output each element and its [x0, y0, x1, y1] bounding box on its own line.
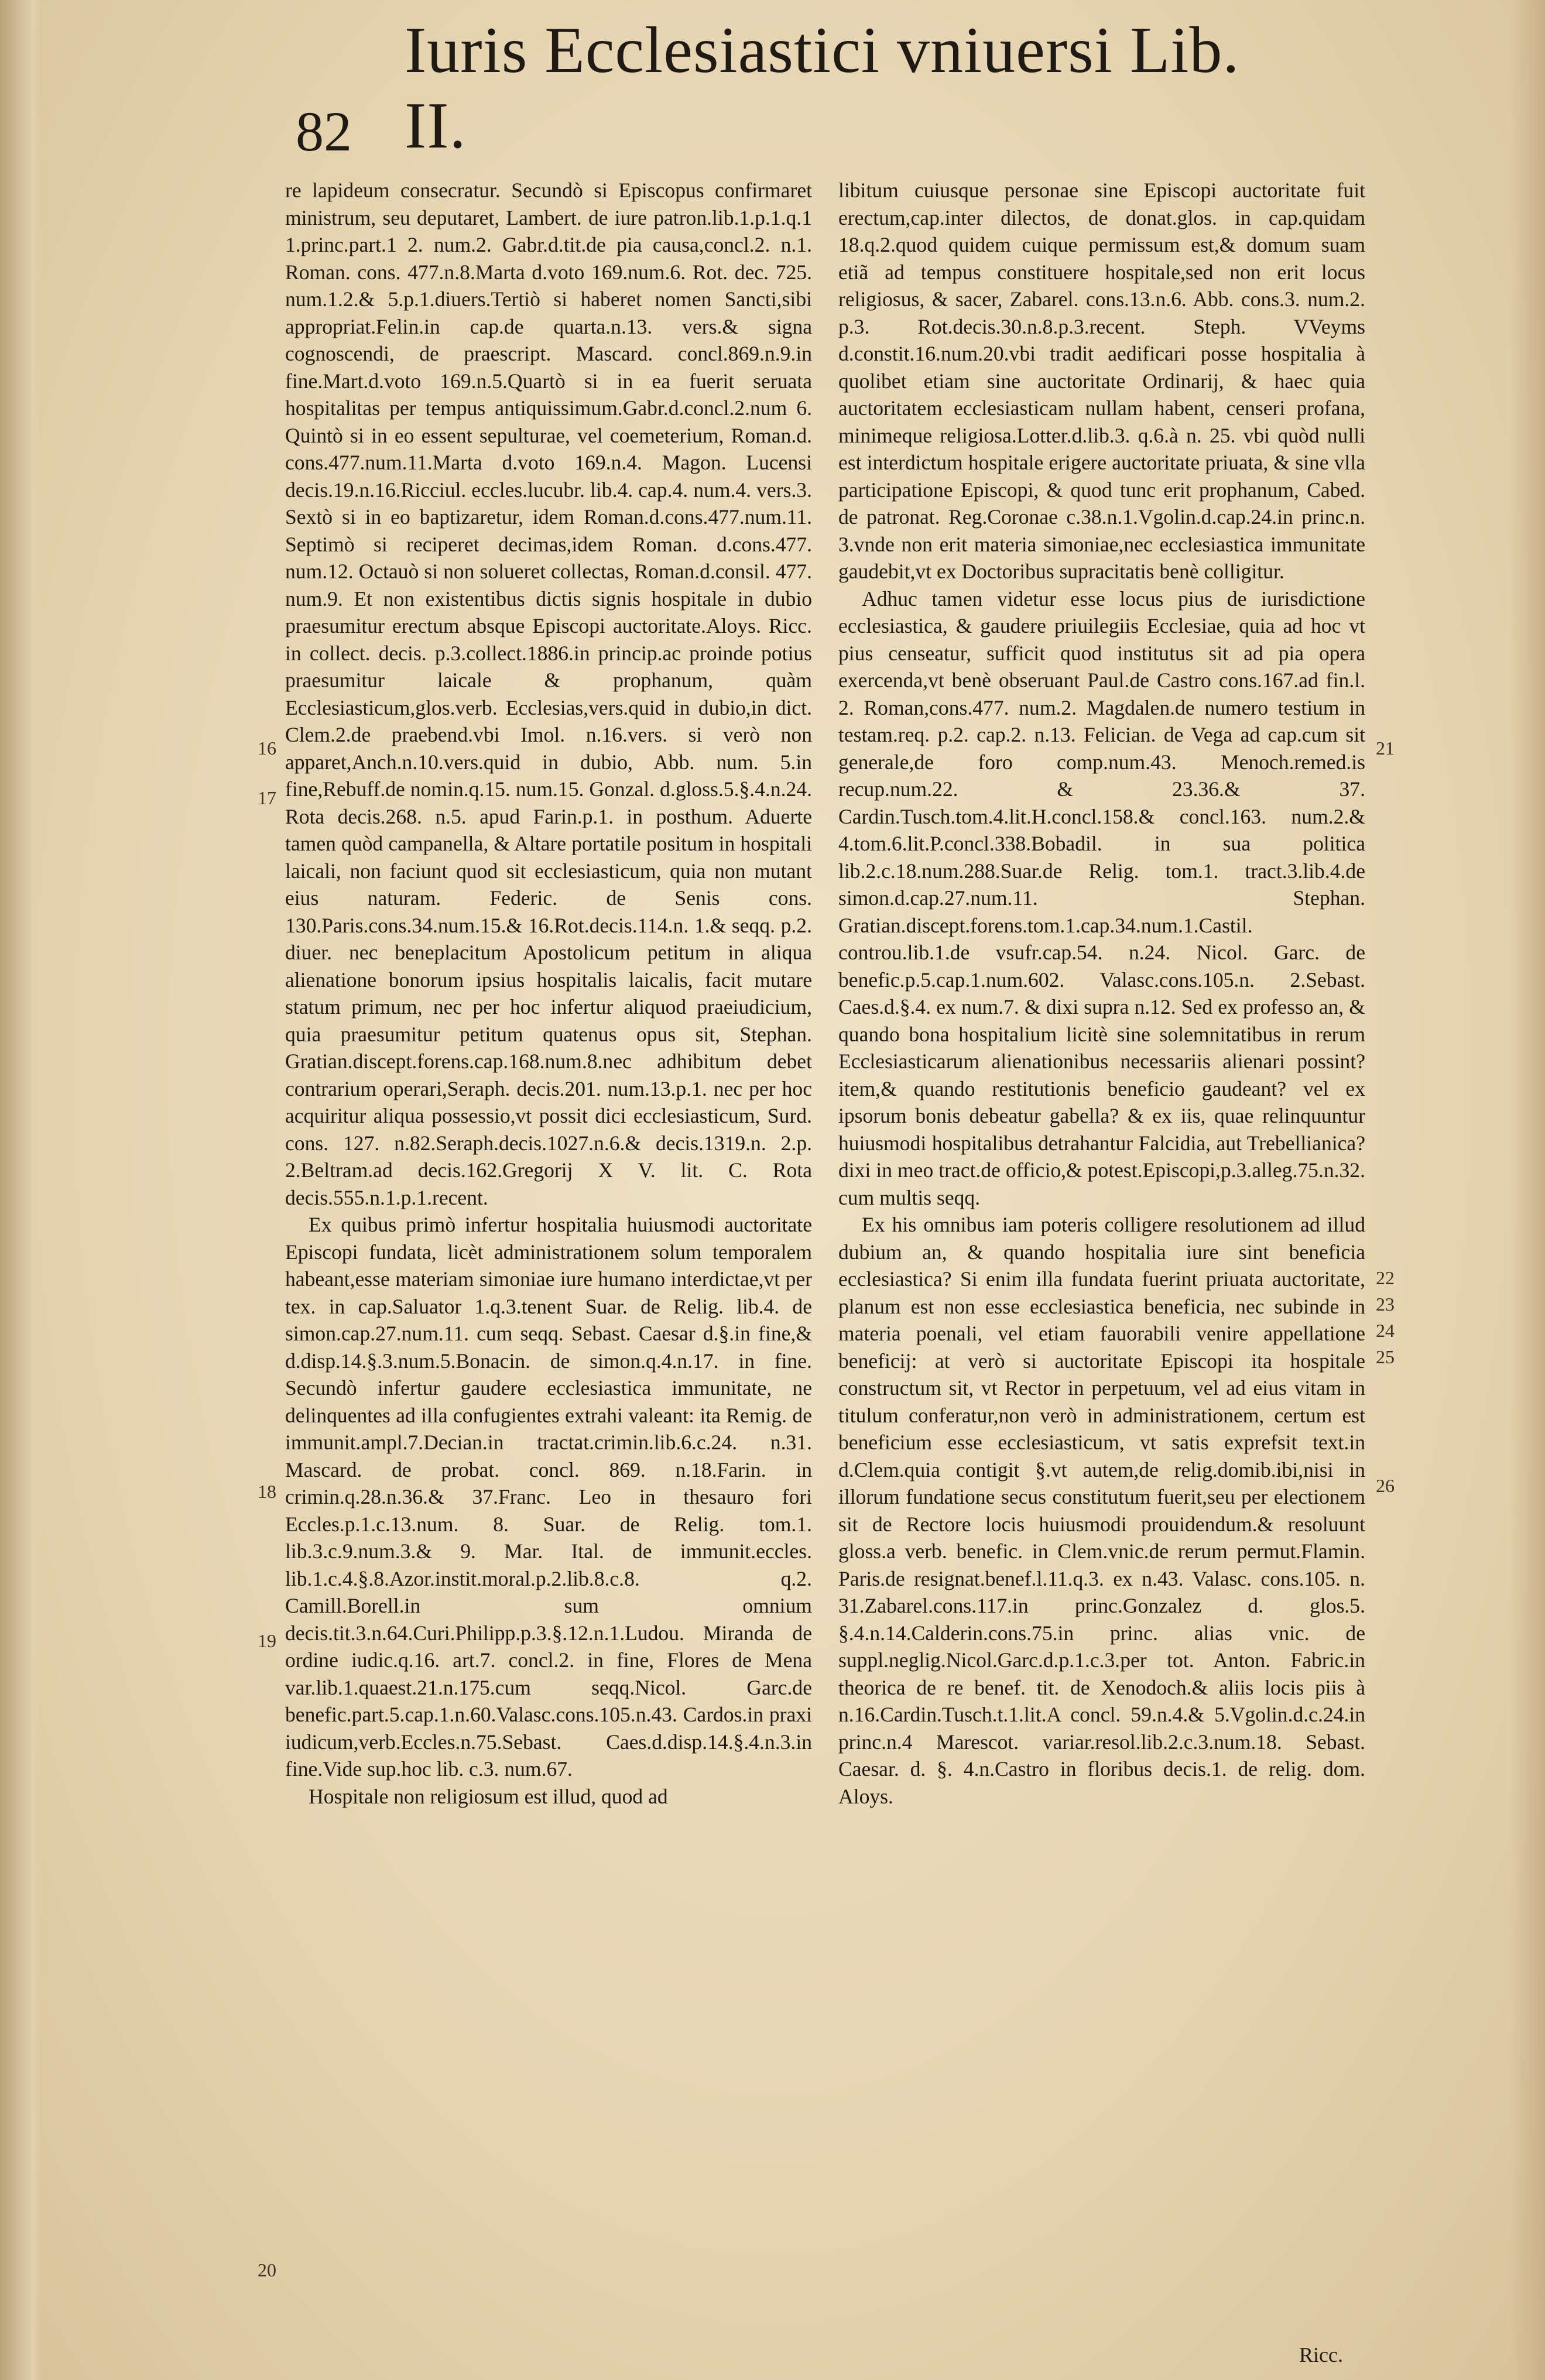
margin-number: 20 — [258, 2259, 276, 2280]
running-title: Iuris Ecclesiastici vniuersi Lib. II. — [405, 14, 1240, 162]
paragraph: Ex quibus primò infertur hospitalia huiusmodi auctoritate Episcopi fundata, licèt administrationem solum temporalem habeant,esse materiam simoniae iure humano interdictae,vt per tex. in cap.Saluator 1.q.3.tenent Suar. de Relig. lib.4. de simon.cap.27.num.11. cum seqq. Sebast. Caesar d.§.in fine,& d.disp.14.§.3.num.5.Bonacin. de simon.q.4.n.17. in fine. Secundò infertur gaudere ecclesiastica immunitate, ne delinquentes ad illa confugientes extrahi valeant: ita Remig. de immunit.ampl.7.Decian.in tractat.crimin.lib.6.c.24. n.31. Mascard. de probat. concl. 869. n.18.Farin. in crimin.q.28.n.36.& 37.Franc. Leo in thesauro fori Eccles.p.1.c.13.num. 8. Suar. de Relig. tom.1. lib.3.c.9.num.3.& 9. Mar. Ital. de immunit.eccles. lib.1.c.4.§.8.Azor.instit.moral.p.2.lib.8.c.8. q.2. Camill.Borell.in sum omnium decis.tit.3.n.64.Curi.Philipp.p.3.§.12.n.1.Ludou. Miranda de ordine iudic.q.16. art.7. concl.2. in fine, Flores de Mena var.lib.1.quaest.21.n.175.cum seqq.Nicol. Garc.de benefic.part.5.cap.1.n.60.Valasc.cons.105.n.43. Cardos.in praxi iudicum,verb.Eccles.n.75.Sebast. Caes.d.disp.14.§.4.n.3.in fine.Vide sup.hoc lib. c.3. num.67. — [285, 1213, 812, 1781]
paragraph: Hospitale non religiosum est illud, quod ad — [309, 1784, 668, 1808]
paragraph: re lapideum consecratur. Secundò si Episcopus confirmaret ministrum, seu deputaret, Lambert. de iure patron.lib.1.p.1.q.1 1.princ.part.1 2. num.2. Gabr.d.tit.de pia causa,concl.2. n.1. Roman. cons. 477.n.8.Marta d.voto 169.num.6. Rot. dec. 725. num.1.2.& 5.p.1.diuers.Tertiò si haberet nomen Sancti,sibi appropriat.Felin.in cap.de quarta.n.13. vers.& signa cognoscendi, de praescript. Mascard. concl.869.n.9.in fine.Mart.d.voto 169.n.5.Quartò si in ea fuerit seruata hospitalitas per tempus antiquissimum.Gabr.d.concl.2.num 6. Quintò si in eo essent sepulturae, vel coemeterium, Roman.d. cons.477.num.11.Marta d.voto 169.n.4. Magon. Lucensi decis.19.n.16.Ricciul. eccles.lucubr. lib.4. cap.4. num.4. vers.3. Sextò si in eo baptizaretur, idem Roman.d.cons.477.num.11. Septimò si reciperet decimas,idem Roman. d.cons.477. num.12. Octauò si non solueret collectas, Roman.d.consil. 477. num.9. Et non existentibus dictis signis hospitale in dubio praesumitur erectum absque Episcopi auctoritate.Aloys. Ricc. in collect. decis. p.3.collect.1886.in princip.ac proinde potius praesumitur laicale & prophanum, quàm Ecclesiasticum,glos.verb. Ecclesias,vers.quid in dubio,in dict. Clem.2.de praebend.vbi Imol. n.16.vers. si verò non apparet,Anch.n.10.vers.quid in dubio, Abb. num. 5.in fine,Rebuff.de nomin.q.15. num.15. Gonzal. d.gloss.5.§.4.n.24. Rota decis.268. n.5. apud Farin.p.1. in posthum. Aduerte tamen quòd campanella, & Altare portatile positum in hospitali laicali, non faciunt quod sit ecclesiasticum, quia non mutant eius naturam. Federic. de Senis cons. 130.Paris.cons.34.num.15.& 16.Rot.decis.114.n. 1.& seqq. p.2. diuer. nec beneplacitum Apostolicum petitum in aliqua alienatione bonorum ipsius hospitalis laicalis, facit mutare statum primum, nec per hoc infertur aliquod praeiudicium, quia praesumitur petitum quatenus opus sit, Stephan. Gratian.discept.forens.cap.168.num.8.nec adhibitum debet contrarium operari,Seraph. decis.201. num.13.p.1. nec per hoc acquiritur aliqua possessio,vt possit dici ecclesiasticum, Surd. cons. 127. n.82.Seraph.decis.1027.n.6.& decis.1319.n. 2.p. 2.Beltram.ad decis.162.Gregorij X V. lit. C. Rota decis.555.n.1.p.1.recent. — [285, 179, 812, 1209]
paragraph: Adhuc tamen videtur esse locus pius de iurisdictione ecclesiastica, & gaudere priuilegiis Ecclesiae, quia ad hoc vt pius censeatur, sufficit quod institutus sit ad pia opera exercenda,vt benè obseruant Paul.de Castro cons.167.ad fin.l. 2. Roman,cons.477. num.2. Magdalen.de numero testium in testam.req. p.2. cap.2. n.13. Felician. de Vega ad cap.cum sit generale,de foro comp.num.43. Menoch.remed.is recup.num.22. & 23.36.& 37. Cardin.Tusch.tom.4.lit.H.concl.158.& concl.163. num.2.& 4.tom.6.lit.P.concl.338.Bobadil. in sua politica lib.2.c.18.num.288.Suar.de Relig. tom.1. tract.3.lib.4.de simon.d.cap.27.num.11. Stephan. Gratian.discept.forens.tom.1.cap.34.num.1.Castil. controu.lib.1.de vsufr.cap.54. n.24. Nicol. Garc. de benefic.p.5.cap.1.num.602. Valasc.cons.105.n. 2.Sebast. Caes.d.§.4. ex num.7. & dixi supra n.12. Sed ex professo an, & quando bona hospitalium licitè sine solemnitatibus in rerum Ecclesiasticarum alienationibus necessariis alienari possint? item,& quando restitutionis beneficio gaudeant? vel ex ipsorum bonis debeatur gabella? & ex iis, quae relinquuntur huiusmodi hospitalibus detrahantur Falcidia, aut Trebellianica? dixi in meo tract.de officio,& potest.Episcopi,p.3.alleg.75.n.32. cum multis seqq. — [838, 587, 1365, 1209]
page-header — [296, 14, 1299, 164]
margin-number: 19 — [258, 1630, 276, 1651]
right-column — [838, 177, 1365, 2345]
margin-number: 23 — [1376, 1294, 1395, 1315]
paragraph: libitum cuiusque personae sine Episcopi auctoritate fuit erectum,cap.inter dilectos, de donat.glos. in cap.quidam 18.q.2.quod quidem cuique permissum est,& domum suam etiã ad tempus constituere hospitale,sed non erit locus religiosus, & sacer, Zabarel. cons.13.n.6. Abb. cons.3. num.2. p.3. Rot.decis.30.n.8.p.3.recent. Steph. VVeyms d.constit.16.num.20.vbi tradit aedificari posse hospitalia à quolibet etiam sine auctoritate Ordinarij, & haec quia auctoritatem ecclesiasticam nullam habent, censeri profana, minimeque religiosa.Lotter.d.lib.3. q.6.à n. 25. vbi quòd nulli est interdictum hospitale erigere auctoritate priuata, & sine vlla participatione Episcopi, & quod tunc erit prophanum, Cabed. de patronat. Reg.Coronae c.38.n.1.Vgolin.d.cap.24.in princ.n. 3.vnde non erit materia simoniae,nec ecclesiastica immunitate gaudebit,vt ex Doctoribus supracitatis benè colligitur. — [838, 179, 1365, 583]
left-column — [285, 177, 812, 2345]
catchword: Ricc. — [1299, 2343, 1343, 2367]
margin-number: 18 — [258, 1481, 276, 1502]
margin-number: 16 — [258, 738, 276, 759]
page-number: 82 — [296, 100, 352, 163]
margin-number: 17 — [258, 787, 276, 808]
paragraph: Ex his omnibus iam poteris colligere resolutionem ad illud dubium an, & quando hospitalia iure sint beneficia ecclesiastica? Si enim illa fundata fuerint priuata auctoritate, planum est non esse ecclesiastica beneficia, nec subinde in materia poenali, vel etiam fauorabili venire appellatione beneficij: at verò si auctoritate Episcopi ita hospitale constructum sit, vt Rector in perpetuum, vel ad eius vitam in titulum conferatur,non verò in administrationem, certum est beneficium esse ecclesiasticum, vt satis exprefsit text.in d.Clem.quia contigit §.vt autem,de relig.domib.ibi,nisi in illorum fundatione secus constitutum fuerit,seu per electionem sit de Rectore locis huiusmodi prouidendum.& resoluunt gloss.a verb. benefic. in Clem.vnic.de rerum permut.Flamin. Paris.de resignat.benef.l.11.q.3. ex n.43. Valasc. cons.105. n. 31.Zabarel.cons.117.in princ.Gonzalez d. glos.5. §.4.n.14.Calderin.cons.75.in princ. alias vnic. de suppl.neglig.Nicol.Garc.d.p.1.c.3.per tot. Anton. Fabric.in theorica de re benef. tit. de Xenodoch.& aliis locis piis à n.16.Cardin.Tusch.t.1.lit.A concl. 59.n.4.& 5.Vgolin.d.c.24.in princ.n.4 Marescot. variar.resol.lib.2.c.3.num.18. Sebast. Caesar. d. §. 4.n.Castro in floribus decis.1. de relig. dom. Aloys. — [838, 1213, 1365, 1808]
margin-number: 25 — [1376, 1346, 1395, 1367]
margin-number: 21 — [1376, 738, 1395, 759]
margin-number: 22 — [1376, 1267, 1395, 1288]
margin-number: 26 — [1376, 1475, 1395, 1496]
margin-number: 24 — [1376, 1320, 1395, 1341]
